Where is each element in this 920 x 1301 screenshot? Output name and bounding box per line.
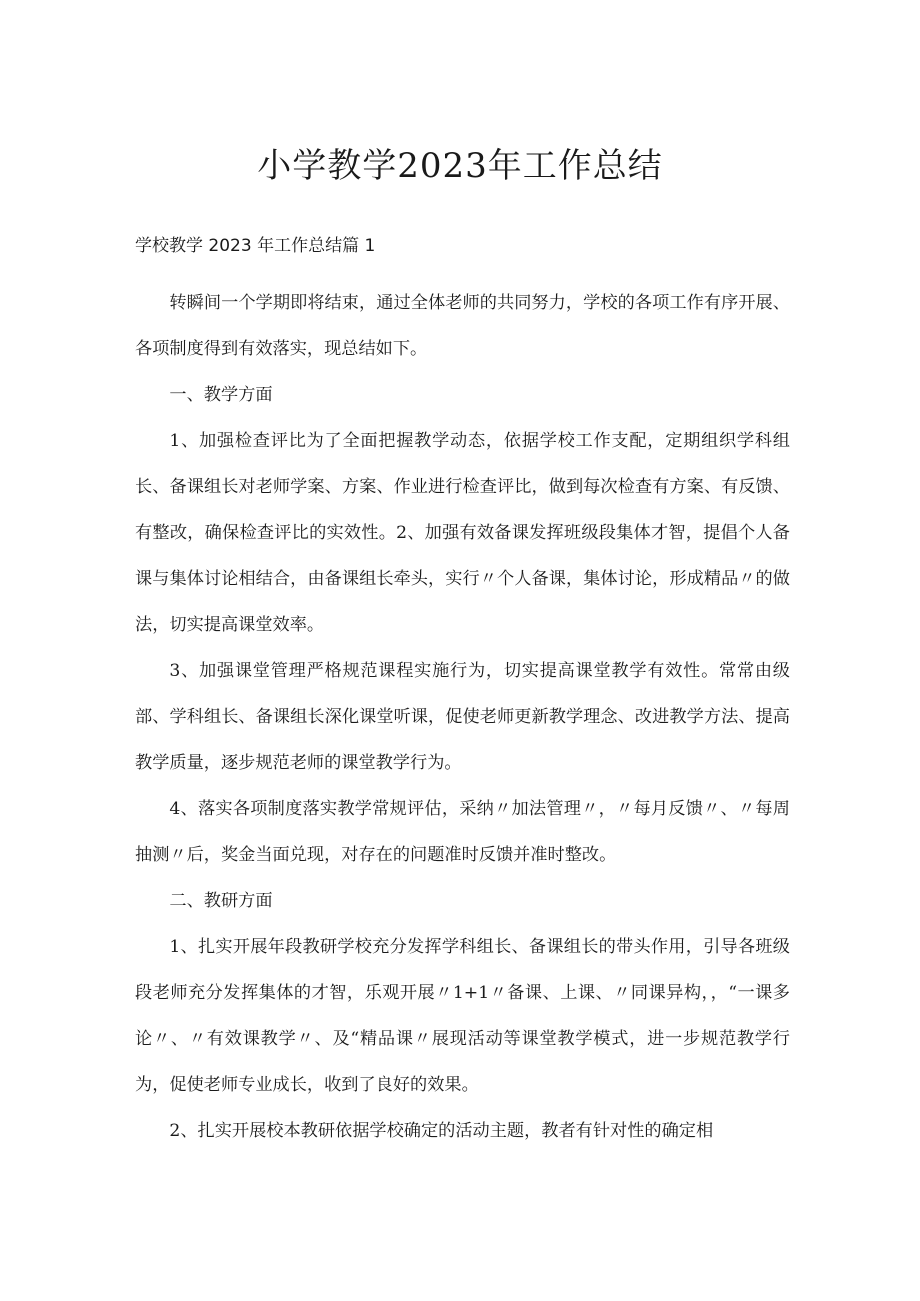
paragraph: 转瞬间一个学期即将结束，通过全体老师的共同努力，学校的各项工作有序开展、各项制度得到有效落实，现总结如下。 (135, 293, 790, 359)
paragraph: 4、落实各项制度落实教学常规评估，采纳〃加法管理〃，〃每月反馈〃、〃每周抽测〃后，奖金当面兑现，对存在的问题准时反馈并准时整改。 (135, 799, 790, 865)
paragraph: 1、加强检查评比为了全面把握教学动态，依据学校工作支配，定期组织学科组长、备课组长对老师学案、方案、作业进行检查评比，做到每次检查有方案、有反馈、有整改，确保检查评比的实效性。2、加强有效备课发挥班级段集体才智，提倡个人备课与集体讨论相结合，由备课组长牵头，实行〃个人备课，集体讨论，形成精品〃的做法，切实提高课堂效率。 (135, 431, 790, 635)
document-title: 小学教学2023年工作总结 (257, 146, 663, 186)
paragraph: 3、加强课堂管理严格规范课程实施行为，切实提高课堂教学有效性。常常由级部、学科组长、备课组长深化课堂听课，促使老师更新教学理念、改进教学方法、提高教学质量，逐步规范老师的课堂教学行为。 (135, 661, 790, 773)
paragraph: 2、扎实开展校本教研依据学校确定的活动主题，教者有针对性的确定相 (169, 1121, 714, 1141)
document-subtitle: 学校教学 2023 年工作总结篇 1 (135, 236, 376, 256)
section-heading: 二、教研方面 (169, 891, 273, 911)
paragraph: 1、扎实开展年段教研学校充分发挥学科组长、备课组长的带头作用，引导各班级段老师充分发挥集体的才智，乐观开展〃1+1〃备课、上课、〃同课异构，，“一课多论〃、〃有效课教学〃、及“精品课〃展现活动等课堂教学模式，进一步规范教学行为，促使老师专业成长，收到了良好的效果。 (135, 937, 790, 1095)
section-heading: 一、教学方面 (169, 385, 273, 405)
document-body (135, 280, 790, 1154)
